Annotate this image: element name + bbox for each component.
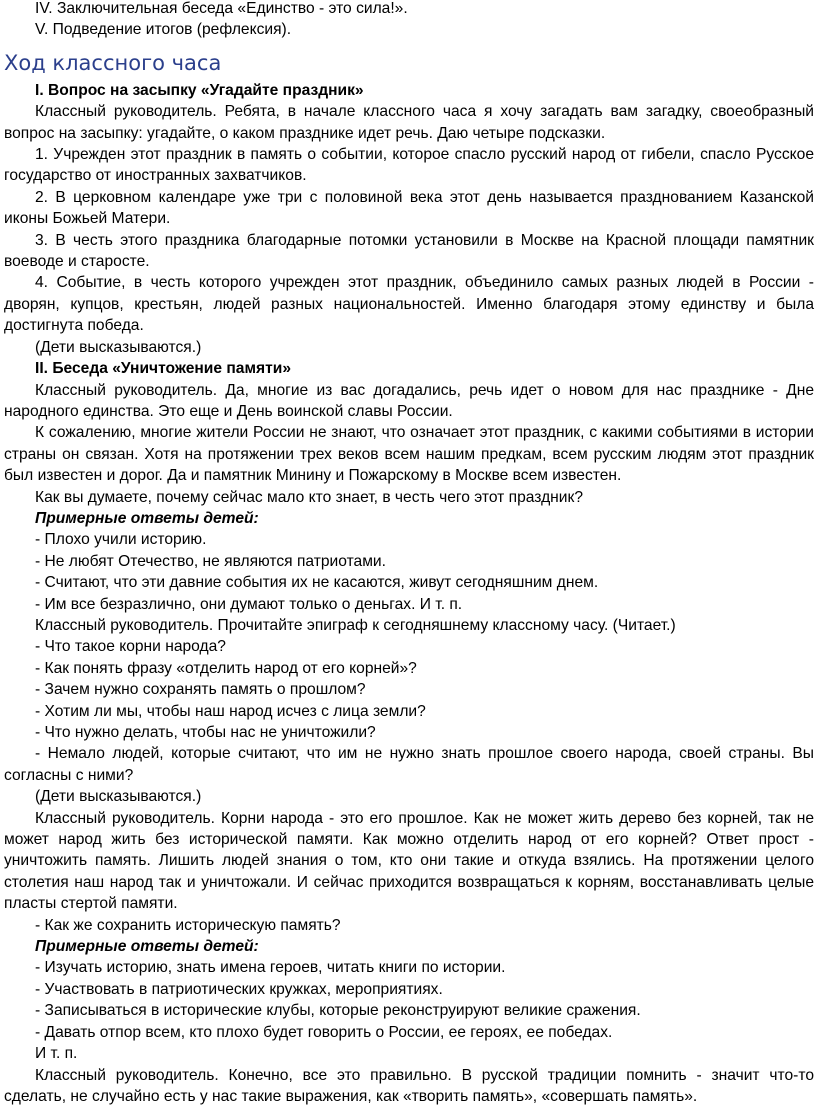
paragraph: 2. В церковном календаре уже три с половиной века этот день называется празднованием Казанской иконы Божьей Матери. — [4, 188, 814, 228]
paragraph: - Что нужно делать, чтобы нас не уничтожили? — [35, 724, 376, 741]
subheading: I. Вопрос на засыпку «Угадайте праздник» — [35, 81, 364, 99]
paragraph: - Что такое корни народа? — [35, 638, 226, 656]
paragraph: - Плохо учили историю. — [35, 531, 207, 549]
subheading: II. Беседа «Уничтожение памяти» — [35, 360, 291, 378]
paragraph: - Хотим ли мы, чтобы наш народ исчез с лица земли? — [35, 702, 426, 720]
paragraph: - Участвовать в патриотических кружках, мероприятиях. — [35, 980, 443, 998]
paragraph: - Изучать историю, знать имена героев, читать книги по истории. — [35, 959, 506, 977]
paragraph: 3. В честь этого праздника благодарные потомки установили в Москве на Красной площади памятник воеводе и старосте. — [4, 231, 814, 271]
paragraph: Классный руководитель. Прочитайте эпиграф к сегодняшнему классному часу. (Читает.) — [35, 616, 676, 634]
paragraph: И т. п. — [35, 1045, 78, 1063]
paragraph: - Немало людей, которые считают, что им не нужно знать прошлое своего народа, своей страны. Вы согласны с ними? — [4, 745, 814, 784]
paragraph: - Им все безразлично, они думают только о деньгах. И т. п. — [35, 595, 463, 613]
paragraph: - Не любят Отечество, не являются патриотами. — [35, 552, 386, 570]
paragraph: К сожалению, многие жители России не знают, что означает этот праздник, с какими событиями в истории страны он связан. Хотя на протяжении трех веков всем нашим предкам, всем русским людям этот праздник был известен и дорог. Да и памятник Минину и Пожарскому в Москве всем известен. — [4, 424, 814, 485]
paragraph: (Дети высказываются.) — [35, 788, 202, 806]
paragraph: Классный руководитель. Да, многие из вас догадались, речь идет о новом для нас празднике - Дне народного единства. Это еще и День воинской славы России. — [4, 381, 814, 420]
paragraph: - Зачем нужно сохранять память о прошлом? — [35, 681, 366, 699]
paragraph: Классный руководитель. Ребята, в начале классного часа я хочу загадать вам загадку, своеобразный вопрос на засыпку: угадайте, о каком празднике идет речь. Даю четыре подсказки. — [4, 103, 814, 142]
paragraph: - Считают, что эти давние события их не касаются, живут сегодняшним днем. — [35, 574, 599, 592]
paragraph: - Как понять фразу «отделить народ от его корней»? — [35, 659, 417, 677]
paragraph: 1. Учрежден этот праздник в память о событии, которое спасло русский народ от гибели, спасло Русское государство от иностранных захватчиков. — [4, 146, 814, 185]
document-body — [4, 80, 814, 1108]
section-heading: Ход классного часа — [4, 50, 222, 75]
plan-item-iv: IV. Заключительная беседа «Единство - это сила!». — [35, 0, 408, 17]
subheading: Примерные ответы детей: — [35, 509, 259, 527]
paragraph: Как вы думаете, почему сейчас мало кто знает, в честь чего этот праздник? — [35, 488, 583, 506]
paragraph: - Как же сохранить историческую память? — [35, 916, 341, 934]
paragraph: 4. Событие, в честь которого учрежден этот праздник, объединило самых разных людей в России - дворян, купцов, крестьян, людей разных национальностей. Именно благодаря этому единству и была достигнута победа. — [4, 274, 814, 335]
paragraph: (Дети высказываются.) — [35, 338, 202, 356]
plan-item-v: V. Подведение итогов (рефлексия). — [35, 21, 292, 39]
paragraph: Классный руководитель. Корни народа - это его прошлое. Как не может жить дерево без корней, так не может народ жить без исторической памяти. Как можно отделить народ от его корней? Ответ прост - уничтожить память. Лишить людей знания о том, кто они такие и откуда взялись. На протяжении целого столетия наш народ так и уничтожали. И сейчас приходится возвращаться к корням, восстанавливать целые пласты стертой памяти. — [4, 809, 814, 913]
paragraph: - Давать отпор всем, кто плохо будет говорить о России, ее героях, ее победах. — [35, 1023, 613, 1041]
subheading: Примерные ответы детей: — [35, 938, 259, 956]
paragraph: - Записываться в исторические клубы, которые реконструируют великие сражения. — [35, 1002, 641, 1020]
paragraph: Классный руководитель. Конечно, все это правильно. В русской традиции помнить - значит что-то сделать, не случайно есть у нас такие выражения, как «творить память», «совершать память». — [4, 1066, 814, 1105]
